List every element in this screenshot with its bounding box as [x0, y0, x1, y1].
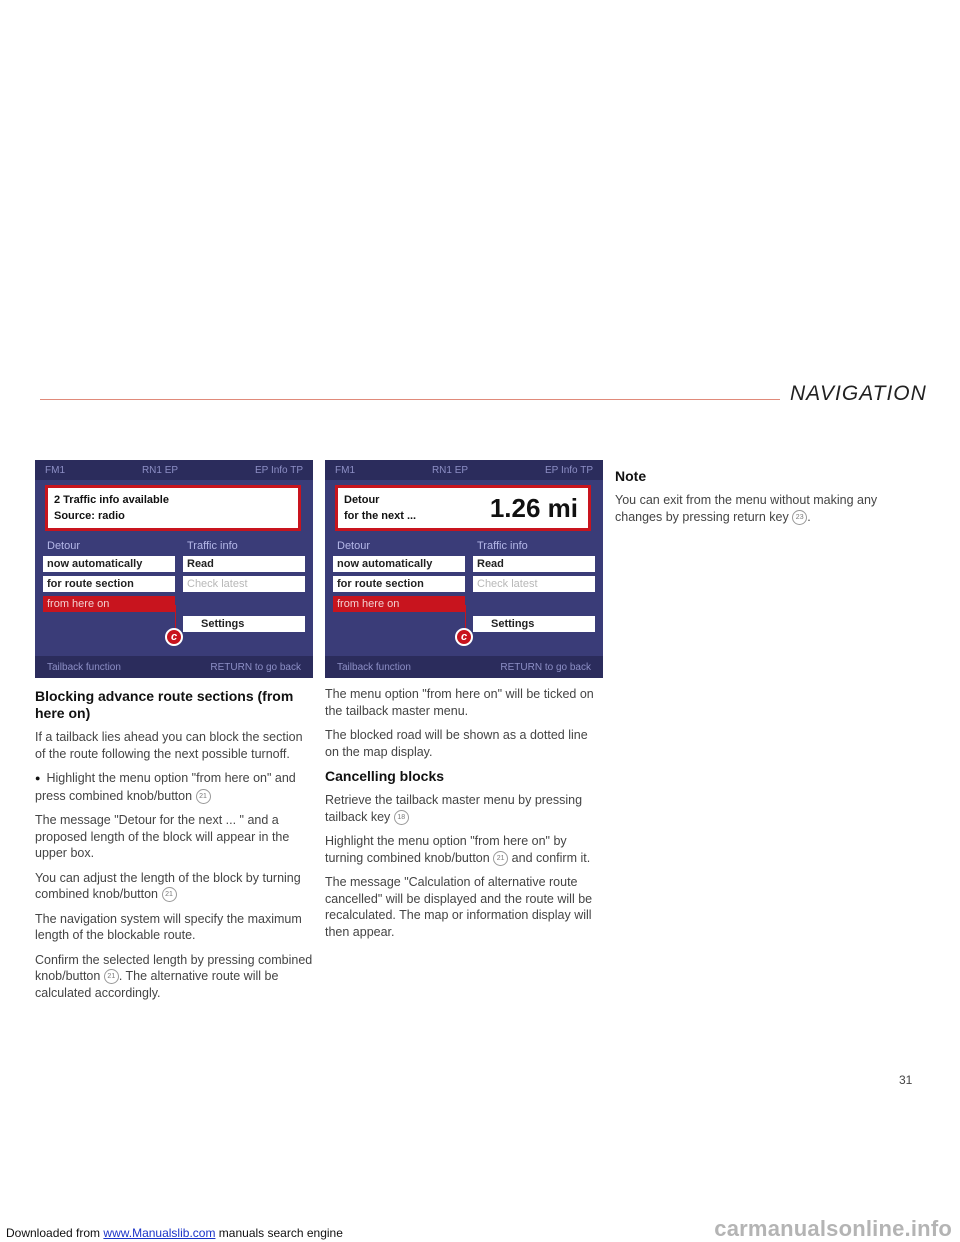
option-now-automatically[interactable]: now automatically	[333, 556, 465, 572]
detour-header: Detour	[337, 540, 371, 552]
top-bar-source: FM1	[45, 464, 65, 476]
info-box-text	[54, 492, 169, 524]
top-bar-rds: RN1 EP	[141, 464, 179, 476]
traffic-header: Traffic info	[187, 540, 238, 552]
info-line-1: 2 Traffic info available	[54, 494, 169, 506]
option-read[interactable]: Read	[473, 556, 595, 572]
paragraph-text: and confirm it.	[511, 850, 591, 865]
paragraph	[35, 870, 315, 903]
option-for-route-section[interactable]: for route section	[333, 576, 465, 592]
paragraph-text: Confirm the selected length by pressing combined knob/button	[35, 952, 313, 983]
heading-blocking: Blocking advance route sections (from here on)	[35, 688, 294, 721]
info-box	[45, 485, 301, 531]
option-check-latest[interactable]: Check latest	[183, 576, 305, 592]
paragraph: The message "Calculation of alternative route cancelled" will be displayed and the route will be recalculated. The map or information display will then appear.	[325, 875, 593, 939]
paragraph: If a tailback lies ahead you can block the section of the route following the next possible turnoff.	[35, 730, 303, 761]
paragraph-text: Highlight the menu option "from here on" and press combined knob/button	[35, 771, 296, 803]
paragraph-text: . The alternative route will be calculated accordingly.	[35, 969, 279, 1000]
detour-line-2: for the next ...	[344, 510, 417, 522]
paragraph: You can exit from the menu without making any changes by pressing return key 23 .	[615, 493, 878, 524]
bottom-left-hint: Tailback function	[337, 661, 411, 673]
option-from-here-on[interactable]: from here on	[43, 596, 175, 612]
paragraph: The blocked road will be shown as a dotted line on the map display.	[325, 728, 588, 759]
paragraph-text: You can adjust the length of the block by turning combined knob/button	[35, 870, 301, 901]
screen-bottom-bar	[35, 656, 313, 678]
screen-traffic-menu	[35, 460, 313, 678]
control-ref-21: 21	[493, 851, 508, 866]
paragraph: The message "Detour for the next ... " and a proposed length of the block will appear in the upper box.	[35, 813, 290, 860]
banner-prefix: Downloaded from	[6, 1226, 101, 1240]
detour-box	[335, 485, 591, 531]
control-ref-21: 21	[162, 887, 177, 902]
option-settings[interactable]: Settings	[183, 616, 305, 632]
screen-top-bar	[35, 460, 313, 480]
text-column-3	[615, 468, 915, 533]
paragraph-text: Retrieve the tailback master menu by pressing tailback key	[325, 793, 583, 824]
option-for-route-section[interactable]: for route section	[43, 576, 175, 592]
paragraph	[325, 792, 605, 825]
download-banner	[6, 1226, 343, 1240]
text-column-2	[325, 686, 605, 948]
paragraph-bullet	[35, 770, 315, 804]
bullet-icon	[35, 771, 46, 785]
info-line-2: Source: radio	[54, 510, 125, 522]
top-bar-info: EP Info TP	[255, 464, 303, 476]
detour-header: Detour	[47, 540, 81, 552]
paragraph-text: Highlight the menu option "from here on" by turning combined knob/button	[325, 834, 567, 865]
bottom-right-hint: RETURN to go back	[210, 661, 301, 673]
bottom-left-hint: Tailback function	[47, 661, 121, 673]
header-rule	[40, 399, 780, 400]
control-ref-23: 23	[792, 510, 807, 525]
option-now-automatically[interactable]: now automatically	[43, 556, 175, 572]
section-title: NAVIGATION	[790, 382, 927, 405]
detour-line-1: Detour	[344, 494, 380, 506]
option-from-here-on[interactable]: from here on	[333, 596, 465, 612]
paragraph: The navigation system will specify the maximum length of the blockable route.	[35, 911, 302, 942]
screen-detour-menu	[325, 460, 603, 678]
screen-top-bar	[325, 460, 603, 480]
control-ref-21: 21	[104, 969, 119, 984]
control-ref-21: 21	[196, 789, 211, 804]
top-bar-info: EP Info TP	[545, 464, 593, 476]
option-settings[interactable]: Settings	[473, 616, 595, 632]
traffic-header: Traffic info	[477, 540, 528, 552]
option-check-latest[interactable]: Check latest	[473, 576, 595, 592]
detour-length: 1.26 mi	[489, 493, 578, 523]
paragraph	[325, 833, 605, 866]
top-bar-source: FM1	[335, 464, 355, 476]
knob-icon: c	[455, 628, 473, 646]
manualslib-link[interactable]: www.Manualslib.com	[103, 1226, 216, 1240]
screen-bottom-bar	[325, 656, 603, 678]
knob-icon: c	[165, 628, 183, 646]
paragraph-text: You can exit from the menu without making any changes by pressing return key	[615, 493, 878, 524]
paragraph: The menu option "from here on" will be ticked on the tailback master menu.	[325, 687, 594, 718]
bottom-right-hint: RETURN to go back	[500, 661, 591, 673]
top-bar-rds: RN1 EP	[431, 464, 469, 476]
page-number: 31	[899, 1073, 913, 1087]
paragraph	[35, 952, 315, 1002]
heading-cancelling: Cancelling blocks	[325, 768, 445, 784]
watermark: carmanualsonline.info	[714, 1216, 952, 1241]
control-ref-18: 18	[394, 810, 409, 825]
text-column-1	[35, 688, 315, 1009]
banner-suffix: manuals search engine	[218, 1226, 343, 1240]
detour-box-text	[344, 492, 416, 524]
heading-note: Note	[615, 468, 647, 484]
option-read[interactable]: Read	[183, 556, 305, 572]
